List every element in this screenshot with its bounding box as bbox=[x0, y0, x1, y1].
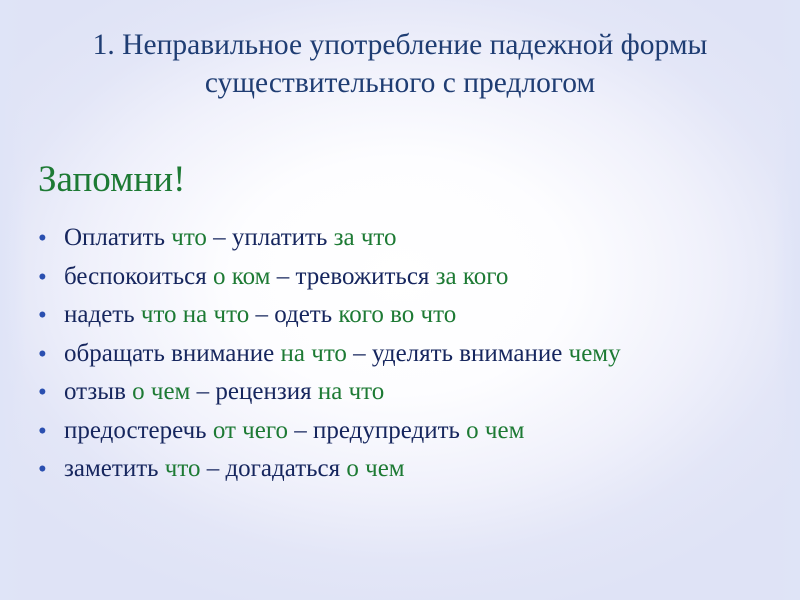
list-item bbox=[38, 222, 764, 255]
highlight-text: о чем bbox=[132, 378, 191, 405]
list-item bbox=[38, 453, 764, 486]
list-item-text bbox=[64, 299, 456, 332]
slide-title: 1. Неправильное употребление падежной формы существительного с предлогом bbox=[92, 29, 708, 100]
highlight-text: о ком bbox=[213, 262, 271, 290]
bullet-dot-icon: • bbox=[38, 340, 47, 368]
list-item-text bbox=[64, 222, 397, 255]
highlight-text: что bbox=[171, 224, 207, 251]
highlight-text: о чем bbox=[466, 416, 525, 444]
plain-text: предостеречь bbox=[64, 416, 213, 444]
highlight-text: на что bbox=[280, 339, 347, 367]
plain-text: – догадаться bbox=[200, 455, 347, 482]
highlight-text: от чего bbox=[212, 416, 288, 444]
plain-text: – предупредить bbox=[287, 416, 467, 444]
highlight-text: что bbox=[164, 455, 201, 482]
bullet-dot-icon: • bbox=[38, 456, 47, 483]
plain-text: – уплатить bbox=[206, 224, 334, 251]
plain-text: – одеть bbox=[249, 301, 339, 328]
list-item bbox=[38, 415, 764, 448]
slide-subtitle: Запомни! bbox=[38, 159, 186, 200]
highlight-text: о чем bbox=[346, 455, 405, 482]
highlight-text: что на что bbox=[140, 301, 250, 328]
plain-text: обращать внимание bbox=[64, 339, 281, 367]
list-item-text bbox=[64, 261, 508, 294]
bullet-dot-icon: • bbox=[38, 263, 47, 291]
bullet-dot-icon: • bbox=[38, 379, 47, 406]
list-item bbox=[38, 338, 764, 371]
bullet-dot-icon: • bbox=[38, 225, 47, 252]
plain-text: – уделять внимание bbox=[346, 339, 569, 367]
bullet-dot-icon: • bbox=[38, 302, 47, 329]
highlight-text: чему bbox=[568, 339, 621, 367]
list-item-text bbox=[64, 453, 405, 486]
plain-text: беспокоиться bbox=[64, 262, 214, 290]
plain-text: заметить bbox=[64, 455, 165, 482]
highlight-text: за что bbox=[333, 224, 397, 251]
list-item bbox=[38, 261, 764, 294]
list-item bbox=[38, 299, 764, 332]
right-edge-gradient bbox=[774, 0, 800, 600]
list-item-text bbox=[64, 376, 384, 409]
list-item-text bbox=[64, 415, 524, 448]
list-item-text bbox=[64, 338, 621, 371]
list-item bbox=[38, 376, 764, 409]
plain-text: отзыв bbox=[64, 378, 133, 405]
bullet-list bbox=[38, 222, 764, 492]
left-edge-gradient bbox=[0, 0, 26, 600]
highlight-text: на что bbox=[317, 378, 385, 405]
plain-text: Оплатить bbox=[64, 224, 172, 251]
bullet-dot-icon: • bbox=[38, 417, 47, 445]
plain-text: – рецензия bbox=[190, 378, 318, 405]
highlight-text: кого во что bbox=[338, 301, 457, 328]
plain-text: – тревожиться bbox=[270, 262, 436, 290]
plain-text: надеть bbox=[64, 301, 141, 328]
highlight-text: за кого bbox=[435, 262, 509, 290]
